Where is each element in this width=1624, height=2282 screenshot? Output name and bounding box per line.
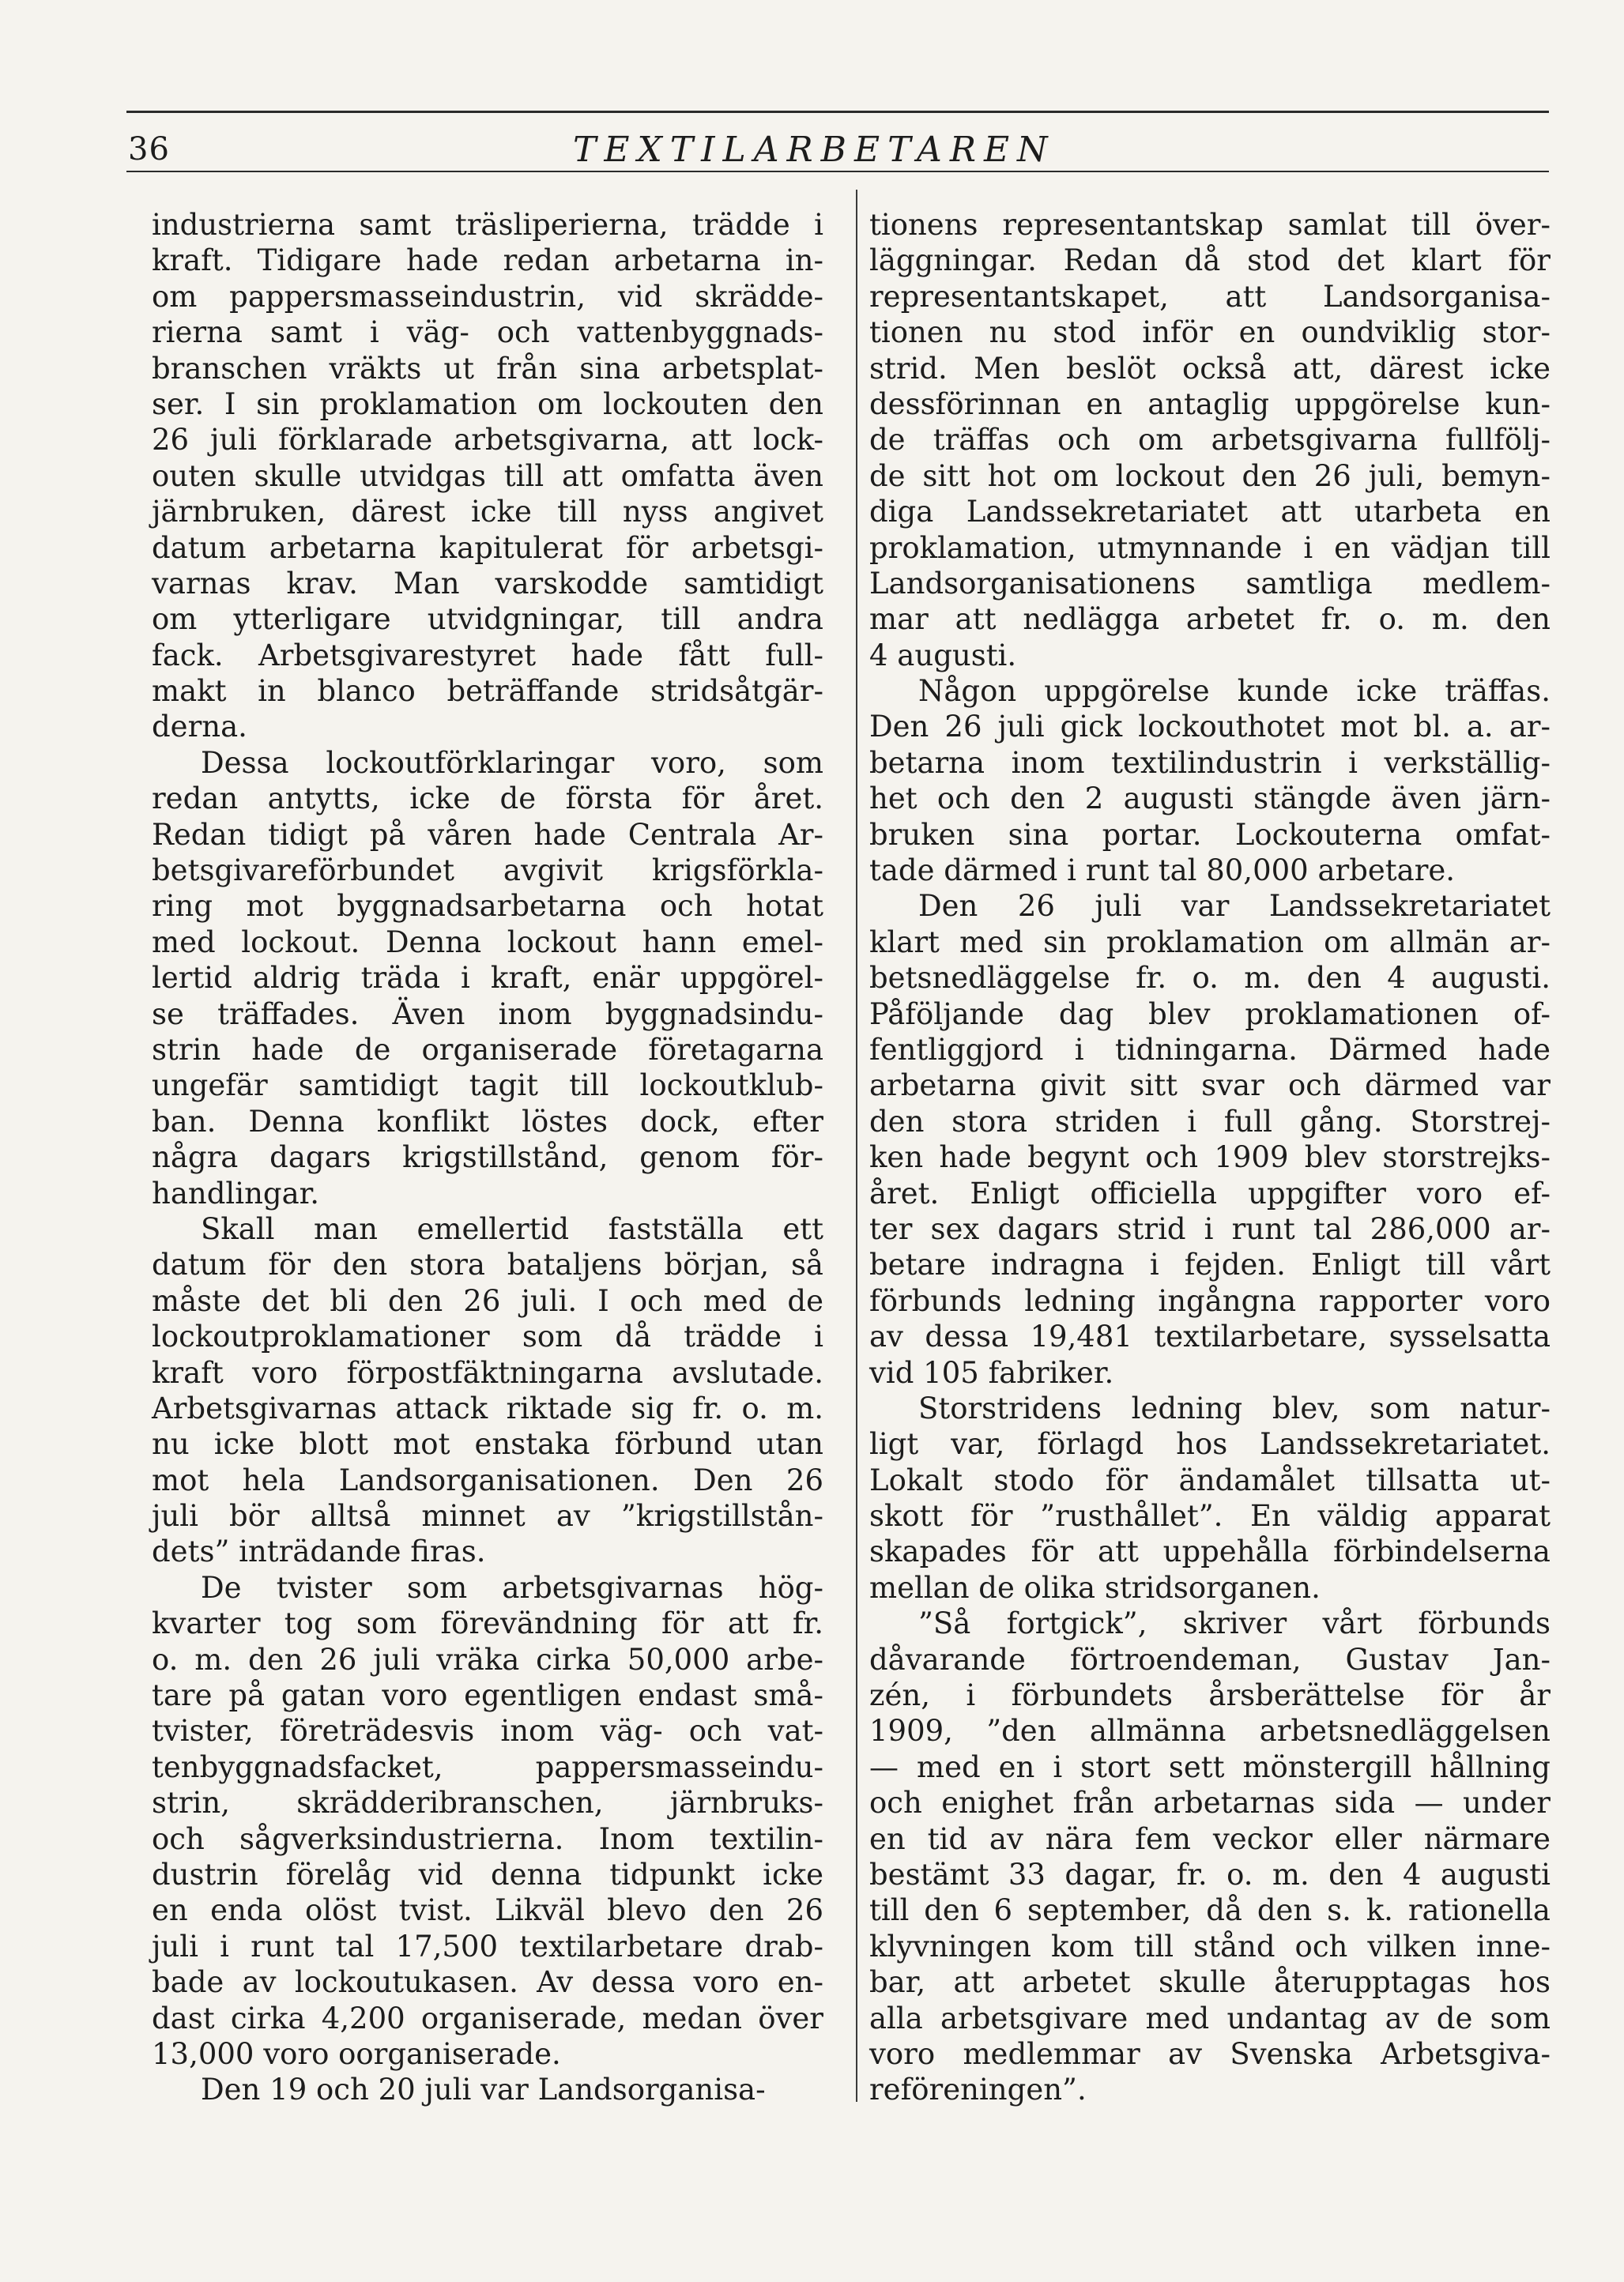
text-line: diga Landssekretariatet att utarbeta en [869, 495, 1551, 529]
text-line: de sitt hot om lockout den 26 juli, bemyn- [869, 458, 1551, 493]
text-line: 26 juli förklarade arbetsgivarna, att lock- [152, 423, 823, 458]
text-line: strid. Men beslöt också att, därest icke [869, 351, 1551, 386]
text-line: rierna samt i väg- och vattenbyggnads- [152, 315, 823, 350]
text-line: De tvister som arbetsgivarnas hög- [201, 1570, 823, 1605]
text-line: om ytterligare utvidgningar, till andra [152, 602, 823, 637]
text-line: skapades för att uppehålla förbindelserna [869, 1535, 1551, 1569]
text-line: dessförinnan en antaglig uppgörelse kun- [869, 386, 1551, 421]
text-line: förbunds ledning ingångna rapporter voro [869, 1283, 1551, 1318]
text-line: dets” inträdande firas. [152, 1535, 486, 1569]
text-line: alla arbetsgivare med undantag av de som [869, 2001, 1551, 2035]
text-line: 13,000 voro oorganiserade. [152, 2036, 561, 2071]
text-line: bar, att arbetet skulle återupptagas hos [869, 1965, 1551, 2000]
text-line: tade därmed i runt tal 80,000 arbetare. [869, 853, 1456, 888]
text-line: fack. Arbetsgivarestyret hade fått full- [152, 638, 823, 672]
text-line: Arbetsgivarnas attack riktade sig fr. o. m. [152, 1391, 823, 1425]
text-line: Den 26 juli var Landssekretariatet [918, 889, 1551, 924]
text-line: med lockout. Denna lockout hann emel- [152, 924, 823, 959]
text-line: Dessa lockoutförklaringar voro, som [201, 745, 823, 780]
text-line: ken hade begynt och 1909 blev storstrejks- [869, 1140, 1551, 1175]
text-line: Skall man emellertid fastställa ett [201, 1211, 823, 1246]
text-line: outen skulle utvidgas till att omfatta även [152, 458, 823, 493]
text-line: Redan tidigt på våren hade Centrala Ar- [152, 817, 823, 852]
text-line: lockoutproklamationer som då trädde i [152, 1320, 823, 1354]
text-line: Påföljande dag blev proklamationen of- [869, 996, 1551, 1031]
running-title: TEXTILARBETAREN [573, 130, 1056, 170]
text-line: ser. I sin proklamation om lockouten den [152, 386, 823, 421]
text-line: måste det bli den 26 juli. I och med de [152, 1283, 823, 1318]
text-line: Lokalt stodo för ändamålet tillsatta ut- [869, 1463, 1551, 1497]
text-line: derna. [152, 710, 247, 744]
text-line: o. m. den 26 juli vräka cirka 50,000 arbe- [152, 1642, 823, 1677]
text-line: tare på gatan voro egentligen endast små- [152, 1678, 823, 1713]
text-line: Den 19 och 20 juli var Landsorganisa- [201, 2073, 766, 2107]
text-line: ring mot byggnadsarbetarna och hotat [152, 889, 823, 924]
text-line: zén, i förbundets årsberättelse för år [869, 1678, 1551, 1713]
text-line: juli bör alltså minnet av ”krigstillstån- [152, 1499, 823, 1534]
text-line: mot hela Landsorganisationen. Den 26 [152, 1463, 823, 1497]
text-line: nu icke blott mot enstaka förbund utan [152, 1427, 823, 1462]
text-line: en tid av nära fem veckor eller närmare [869, 1821, 1551, 1856]
text-line: kvarter tog som förevändning för att fr. [152, 1606, 823, 1641]
text-line: Den 26 juli gick lockouthotet mot bl. a. ar- [869, 710, 1551, 744]
text-line: juli i runt tal 17,500 textilarbetare drab- [152, 1929, 823, 1964]
text-line: mellan de olika stridsorganen. [869, 1570, 1321, 1605]
text-line: kraft voro förpostfäktningarna avslutade. [152, 1355, 823, 1390]
text-line: Landsorganisationens samtliga medlem- [869, 566, 1551, 601]
text-line: — med en i stort sett mönstergill hållning [869, 1749, 1551, 1784]
text-line: skott för ”rusthållet”. En väldig apparat [869, 1499, 1551, 1534]
text-line: tionens representantskap samlat till över- [869, 208, 1551, 242]
text-line: fentliggjord i tidningarna. Därmed hade [869, 1032, 1551, 1067]
text-line: redan antytts, icke de första för året. [152, 781, 823, 816]
text-line: strin hade de organiserade företagarna [152, 1032, 823, 1067]
text-line: några dagars krigstillstånd, genom för- [152, 1140, 823, 1175]
text-line: ban. Denna konflikt löstes dock, efter [152, 1104, 823, 1139]
text-line: 4 augusti. [869, 638, 1017, 672]
text-line: ter sex dagars strid i runt tal 286,000 ar- [869, 1211, 1551, 1246]
text-line: betsnedläggelse fr. o. m. den 4 augusti. [869, 961, 1551, 996]
text-line: klart med sin proklamation om allmän ar- [869, 924, 1551, 959]
text-line: datum arbetarna kapitulerat för arbetsgi- [152, 530, 823, 565]
text-line: betsgivareförbundet avgivit krigsförkla- [152, 853, 823, 888]
text-line: ligt var, förlagd hos Landssekretariatet. [869, 1427, 1551, 1462]
text-line: reföreningen”. [869, 2073, 1087, 2107]
text-line: den stora striden i full gång. Storstrej- [869, 1104, 1551, 1139]
text-line: arbetarna givit sitt svar och därmed var [869, 1068, 1551, 1103]
text-line: betarna inom textilindustrin i verkställig- [869, 745, 1551, 780]
text-line: branschen vräkts ut från sina arbetsplat- [152, 351, 823, 386]
text-line: handlingar. [152, 1176, 320, 1211]
text-line: av dessa 19,481 textilarbetare, sysselsatta [869, 1320, 1551, 1354]
text-line: mar att nedlägga arbetet fr. o. m. den [869, 602, 1551, 637]
text-line: och enighet från arbetarnas sida — under [869, 1786, 1551, 1821]
text-line: representantskapet, att Landsorganisa- [869, 279, 1551, 314]
text-line: dåvarande förtroendeman, Gustav Jan- [869, 1642, 1551, 1677]
text-line: klyvningen kom till stånd och vilken inne- [869, 1929, 1551, 1964]
text-line: het och den 2 augusti stängde även järn- [869, 781, 1551, 816]
page-number: 36 [128, 131, 170, 168]
text-line: kraft. Tidigare hade redan arbetarna in- [152, 243, 823, 278]
text-line: de träffas och om arbetsgivarna fullfölj- [869, 423, 1551, 458]
text-line: betare indragna i fejden. Enligt till vårt [869, 1248, 1551, 1282]
header-top-rule [126, 111, 1549, 113]
text-line: och sågverksindustrierna. Inom textilin- [152, 1821, 823, 1856]
text-line: se träffades. Även inom byggnadsindu- [152, 996, 823, 1031]
text-line: tenbyggnadsfacket, pappersmasseindu- [152, 1749, 823, 1784]
text-line: dast cirka 4,200 organiserade, medan över [152, 2001, 823, 2035]
text-line: bade av lockoutukasen. Av dessa voro en- [152, 1965, 823, 2000]
text-line: lertid aldrig träda i kraft, enär uppgörel- [152, 961, 823, 996]
text-line: varnas krav. Man varskodde samtidigt [152, 566, 823, 601]
text-line: Någon uppgörelse kunde icke träffas. [918, 674, 1551, 709]
text-line: ungefär samtidigt tagit till lockoutklub- [152, 1068, 823, 1103]
text-line: dustrin förelåg vid denna tidpunkt icke [152, 1857, 823, 1892]
text-line: en enda olöst tvist. Likväl blevo den 26 [152, 1893, 823, 1928]
text-line: strin, skrädderibranschen, järnbruks- [152, 1786, 823, 1821]
header-bottom-rule [126, 171, 1549, 172]
text-line: tionen nu stod inför en oundviklig stor- [869, 315, 1551, 350]
text-line: tvister, företrädesvis inom väg- och vat- [152, 1714, 823, 1749]
text-line: Storstridens ledning blev, som natur- [918, 1391, 1551, 1425]
text-line: voro medlemmar av Svenska Arbetsgiva- [869, 2036, 1551, 2071]
text-line: året. Enligt officiella uppgifter voro ef- [869, 1176, 1551, 1211]
text-line: bestämt 33 dagar, fr. o. m. den 4 augusti [869, 1857, 1551, 1892]
text-line: bruken sina portar. Lockouterna omfat- [869, 817, 1551, 852]
text-column-right [869, 207, 1551, 2108]
text-line: läggningar. Redan då stod det klart för [869, 243, 1551, 278]
text-line: industrierna samt träsliperierna, trädde i [152, 208, 823, 242]
text-line: proklamation, utmynnande i en vädjan till [869, 530, 1551, 565]
text-line: datum för den stora bataljens början, så [152, 1248, 823, 1282]
text-line: makt in blanco beträffande stridsåtgär- [152, 674, 823, 709]
text-line: 1909, ”den allmänna arbetsnedläggelsen [869, 1714, 1551, 1749]
text-line: ”Så fortgick”, skriver vårt förbunds [918, 1606, 1551, 1641]
column-divider [856, 190, 857, 2102]
text-line: till den 6 september, då den s. k. rationella [869, 1893, 1551, 1928]
page-header [126, 125, 1549, 172]
text-column-left [152, 207, 823, 2108]
text-line: om pappersmasseindustrin, vid skrädde- [152, 279, 823, 314]
text-line: järnbruken, därest icke till nyss angivet [152, 495, 823, 529]
text-line: vid 105 fabriker. [869, 1355, 1114, 1390]
